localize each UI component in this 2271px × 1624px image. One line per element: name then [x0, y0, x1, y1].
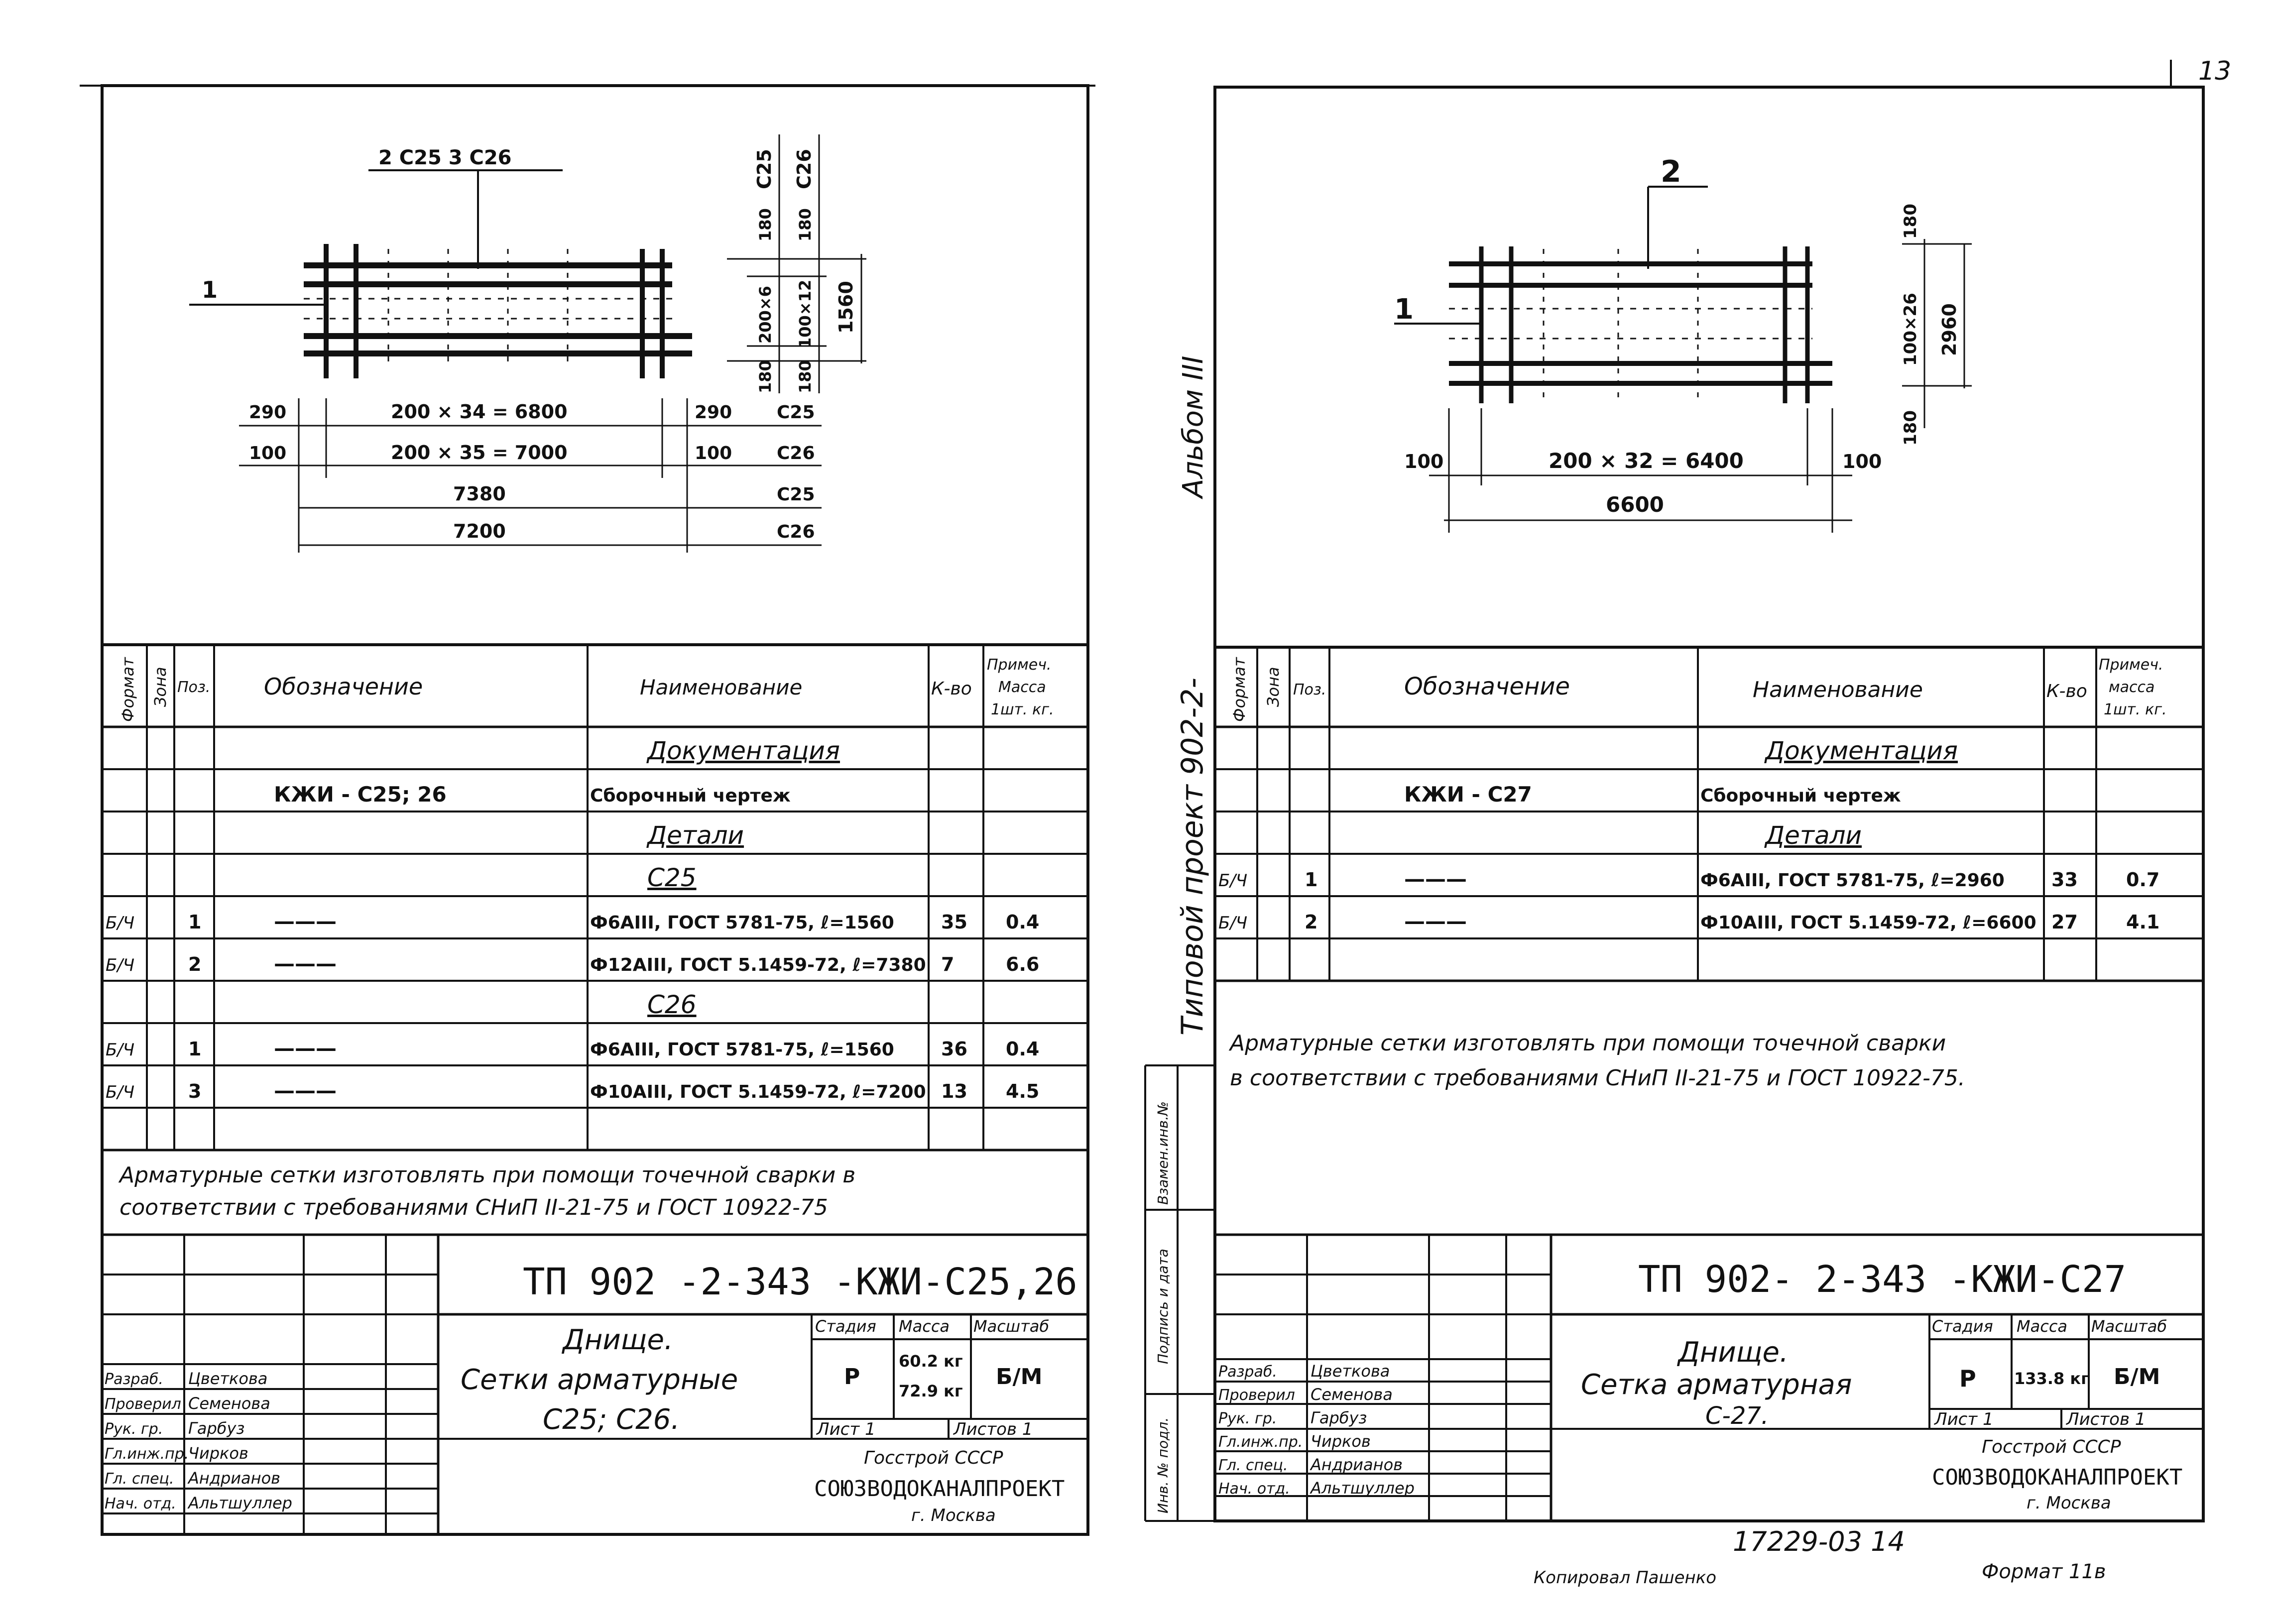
staff-role: Рук. гр. [105, 1420, 163, 1438]
svg-text:1шт. кг.: 1шт. кг. [2104, 701, 2167, 718]
right-row1-left: 100 [1404, 451, 1444, 472]
margin-project: Типовой проект 902-2- [1175, 678, 1210, 1036]
right-th-designation: Обозначение [1404, 673, 1570, 700]
left-title-line1: Днище. [563, 1324, 673, 1356]
staff-name: Гарбуз [188, 1419, 245, 1438]
left-stage: Р [844, 1364, 860, 1390]
table-cell-designation: КЖИ - С27 [1404, 782, 1532, 807]
table-cell-designation: ——— [1404, 867, 1467, 891]
left-row4-tag: C26 [777, 522, 815, 542]
left-vdim-c26-top: 180 [796, 208, 815, 241]
left-note-line2: соответствии с требованиями СНиП II-21-75 и ГОСТ 10922-75 [120, 1195, 828, 1220]
table-cell-note: 6.6 [1006, 953, 1040, 975]
table-section-heading: Документация [1765, 736, 1958, 765]
left-spec-table-text [106, 656, 1054, 1103]
side-margin [1155, 356, 1210, 1514]
table-cell-format: Б/Ч [106, 1082, 135, 1102]
table-cell-designation: ——— [274, 1036, 337, 1060]
left-th-name: Наименование [640, 675, 803, 699]
table-section-heading: Документация [647, 736, 840, 765]
left-scale-label: Масштаб [973, 1317, 1050, 1336]
staff-role: Рук. гр. [1218, 1410, 1277, 1427]
left-row3-center: 7380 [453, 483, 506, 505]
left-row2-center: 200 × 35 = 7000 [391, 442, 568, 464]
right-row1-center: 200 × 32 = 6400 [1549, 449, 1744, 473]
right-stage: Р [1959, 1365, 1976, 1392]
table-cell-name: Ф6АIII, ГОСТ 5781-75, ℓ=1560 [590, 913, 894, 933]
margin-album: Альбом III [1177, 355, 1209, 498]
table-cell-note: 4.5 [1006, 1080, 1040, 1102]
staff-name: Гарбуз [1311, 1408, 1367, 1427]
right-row2-center: 6600 [1606, 492, 1664, 517]
archive-number: 17229-03 14 [1733, 1526, 1905, 1557]
table-cell-designation: КЖИ - С25; 26 [274, 782, 447, 807]
left-th-designation: Обозначение [264, 673, 423, 700]
staff-role: Проверил [1218, 1387, 1295, 1404]
left-sheet: Лист 1 [817, 1419, 876, 1439]
left-title-block-text [105, 1261, 1077, 1525]
right-notes [1228, 1031, 1965, 1091]
right-th-note: Примеч. [2099, 656, 2163, 674]
staff-name: Альтшуллер [188, 1494, 292, 1512]
right-vdim-top: 180 [1901, 204, 1920, 239]
right-scale-label: Масштаб [2091, 1317, 2167, 1336]
table-cell-qty: 35 [941, 911, 967, 933]
left-vlabel-c25: C25 [753, 149, 775, 189]
left-mass-c26: 72.9 кг [899, 1382, 963, 1400]
page-number: 13 [2198, 56, 2232, 86]
left-row4-center: 7200 [453, 520, 506, 542]
table-cell-name: Ф12АIII, ГОСТ 5.1459-72, ℓ=7380 [590, 955, 926, 975]
staff-name: Цветкова [188, 1369, 268, 1388]
left-notes [118, 1162, 855, 1220]
left-row2-tag: C26 [777, 443, 815, 464]
right-drawing-code: ТП 902- 2-343 -КЖИ-С27 [1638, 1258, 2127, 1301]
table-cell-note: 0.4 [1006, 1038, 1040, 1060]
table-cell-qty: 36 [941, 1038, 967, 1060]
table-cell-qty: 13 [941, 1080, 967, 1102]
right-title-line2: Сетка арматурная [1581, 1369, 1852, 1401]
staff-role: Гл.инж.пр. [1218, 1433, 1303, 1451]
left-drawing-code: ТП 902 -2-343 -КЖИ-С25,26 [523, 1261, 1077, 1303]
table-section-heading: С26 [647, 990, 697, 1019]
table-cell-name: Сборочный чертеж [590, 786, 791, 806]
left-org3: г. Москва [911, 1506, 996, 1525]
left-vlabel-c26: C26 [793, 149, 815, 189]
right-vdim-bot: 180 [1901, 410, 1920, 446]
staff-name: Семенова [1311, 1385, 1393, 1404]
table-cell-designation: ——— [274, 909, 337, 933]
right-stage-label: Стадия [1932, 1317, 1993, 1336]
left-row1-right: 290 [695, 402, 732, 423]
left-th-pos: Поз. [177, 679, 211, 696]
right-th-format: Формат [1230, 657, 1249, 722]
left-vdim-c26-bot: 180 [796, 360, 815, 393]
table-cell-pos: 3 [188, 1080, 202, 1102]
table-cell-qty: 27 [2051, 911, 2078, 933]
staff-role: Нач. отд. [105, 1495, 176, 1512]
right-th-pos: Поз. [1293, 681, 1326, 698]
left-vdim-c26-mid: 100×12 [796, 279, 815, 348]
left-title-line2: Сетки арматурные [461, 1364, 738, 1396]
staff-role: Нач. отд. [1218, 1480, 1290, 1498]
staff-name: Андрианов [188, 1469, 281, 1488]
stamp-replace-inv: Взамен.инв.№ [1155, 1101, 1171, 1205]
right-th-zone: Зона [1264, 667, 1283, 707]
staff-name: Андрианов [1311, 1455, 1403, 1474]
left-th-note: Примеч. [987, 656, 1052, 674]
left-row1-left: 290 [249, 402, 287, 423]
left-th-qty: К-во [931, 679, 972, 699]
table-cell-designation: ——— [274, 951, 337, 976]
right-leader-top: 2 [1661, 154, 1681, 189]
staff-name: Семенова [188, 1394, 270, 1413]
table-cell-note: 0.7 [2126, 869, 2160, 891]
table-cell-format: Б/Ч [1218, 913, 1248, 933]
left-spec-table-grid [102, 645, 1088, 1150]
right-mesh-drawing [1394, 187, 1972, 533]
table-cell-name: Сборочный чертеж [1700, 786, 1901, 806]
left-title-line3: С25; С26. [543, 1403, 680, 1436]
right-title-line3: С-27. [1705, 1402, 1769, 1430]
staff-role: Разраб. [1218, 1363, 1277, 1381]
table-cell-pos: 1 [1305, 869, 1318, 891]
left-th-format: Формат [119, 657, 137, 722]
right-scale: Б/М [2114, 1364, 2160, 1390]
format-note: Формат 11в [1982, 1560, 2106, 1583]
left-org2: СОЮЗВОДОКАНАЛПРОЕКТ [814, 1476, 1065, 1502]
right-sheets: Листов 1 [2066, 1409, 2146, 1429]
table-cell-pos: 2 [1305, 911, 1318, 933]
table-cell-name: Ф6АIII, ГОСТ 5781-75, ℓ=1560 [590, 1040, 894, 1060]
staff-name: Цветкова [1311, 1362, 1390, 1381]
table-cell-format: Б/Ч [106, 913, 135, 933]
table-cell-note: 0.4 [1006, 911, 1040, 933]
right-mass-label: Масса [2017, 1317, 2068, 1336]
copy-note: Копировал Пашенко [1534, 1568, 1717, 1588]
table-section-heading: Детали [647, 821, 744, 850]
left-drawing-labels [202, 146, 857, 542]
left-vdim-c25-bot: 180 [756, 360, 775, 393]
right-title-line1: Днище. [1678, 1336, 1789, 1369]
left-row1-tag: C25 [777, 402, 815, 423]
table-cell-name: Ф10АIII, ГОСТ 5.1459-72, ℓ=6600 [1700, 913, 2036, 933]
left-stage-label: Стадия [815, 1317, 876, 1336]
left-row2-right: 100 [695, 443, 732, 464]
right-row1-right: 100 [1842, 451, 1882, 472]
left-vdim-c25-top: 180 [756, 208, 775, 241]
left-org1: Госстрой СССР [864, 1448, 1003, 1468]
right-th-name: Наименование [1753, 677, 1923, 702]
left-scale: Б/М [996, 1364, 1043, 1390]
right-spec-table-text [1218, 656, 2167, 933]
table-section-heading: С25 [647, 863, 697, 892]
svg-text:1шт. кг.: 1шт. кг. [991, 701, 1054, 718]
left-leader-top: 2 C25 3 C26 [378, 146, 512, 169]
table-cell-qty: 7 [941, 953, 955, 975]
right-note-line2: в соответствии с требованиями СНиП II-21-75 и ГОСТ 10922-75. [1230, 1065, 1965, 1091]
left-th-zone: Зона [151, 667, 170, 707]
table-cell-name: Ф6АIII, ГОСТ 5781-75, ℓ=2960 [1700, 870, 2005, 891]
right-leader-1: 1 [1394, 293, 1414, 326]
staff-name: Чирков [1311, 1432, 1371, 1451]
left-row2-left: 100 [249, 443, 287, 464]
table-cell-qty: 33 [2051, 869, 2078, 891]
svg-text:Масса: Масса [998, 679, 1046, 696]
left-mass-label: Масса [899, 1317, 950, 1336]
right-sheet-no: Лист 1 [1934, 1409, 1994, 1429]
left-mass-c25: 60.2 кг [899, 1352, 963, 1371]
right-th-qty: К-во [2046, 681, 2087, 701]
staff-role: Гл. спец. [105, 1470, 174, 1488]
stamp-signature-date: Подпись и дата [1155, 1249, 1171, 1364]
table-cell-format: Б/Ч [1218, 871, 1248, 891]
table-cell-format: Б/Ч [106, 1040, 135, 1060]
table-cell-designation: ——— [1404, 909, 1467, 933]
table-cell-designation: ——— [274, 1078, 337, 1103]
table-cell-name: Ф10АIII, ГОСТ 5.1459-72, ℓ=7200 [590, 1082, 926, 1102]
right-mass: 133.8 кг [2014, 1369, 2089, 1388]
staff-role: Разраб. [105, 1371, 163, 1388]
table-cell-pos: 1 [188, 1038, 202, 1060]
stamp-inv-no: Инв. № подл. [1155, 1417, 1171, 1513]
staff-role: Гл. спец. [1218, 1457, 1288, 1474]
left-vdim-c25-mid: 200×6 [756, 286, 775, 344]
right-org2: СОЮЗВОДОКАНАЛПРОЕКТ [1932, 1465, 2183, 1490]
staff-role: Гл.инж.пр. [105, 1445, 189, 1463]
table-section-heading: Детали [1765, 821, 1862, 850]
left-leader-1: 1 [202, 276, 218, 303]
table-cell-note: 4.1 [2126, 911, 2160, 933]
table-cell-pos: 1 [188, 911, 202, 933]
left-row1-center: 200 × 34 = 6800 [391, 401, 568, 423]
right-vdim-mid: 100×26 [1901, 293, 1920, 366]
right-org1: Госстрой СССР [1982, 1437, 2121, 1457]
left-row3-tag: C25 [777, 484, 815, 505]
right-org3: г. Москва [2027, 1493, 2111, 1513]
left-total-height: 1560 [835, 281, 857, 334]
right-note-line1: Арматурные сетки изготовлять при помощи точечной сварки [1230, 1031, 1946, 1056]
staff-role: Проверил [105, 1395, 181, 1413]
staff-name: Альтшуллер [1311, 1479, 1415, 1498]
staff-name: Чирков [188, 1444, 248, 1463]
table-cell-format: Б/Ч [106, 955, 135, 975]
svg-text:масса: масса [2109, 679, 2155, 696]
right-title-block-text [1218, 1258, 2182, 1513]
table-cell-pos: 2 [188, 953, 202, 975]
right-total-height: 2960 [1938, 303, 1960, 356]
left-sheets: Листов 1 [954, 1419, 1033, 1439]
left-note-line1: Арматурные сетки изготовлять при помощи точечной сварки в [120, 1162, 856, 1188]
